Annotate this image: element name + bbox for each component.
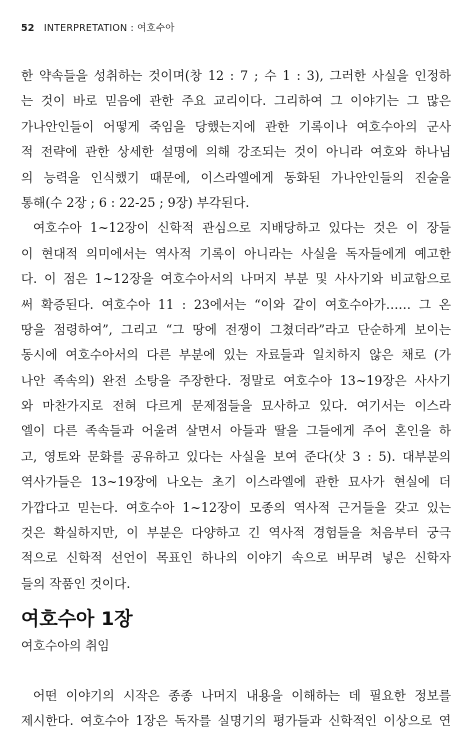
text-line: 고, 영토와 문화를 공유하고 있다는 사실을 보여 준다(삿 3 : 5). 대부분의: [21, 448, 451, 464]
text-line: 제시한다. 여호수아 1장은 독자를 실명기의 평가들과 신학적인 이상으로 연: [21, 713, 451, 729]
text-line: 와 마찬가지로 전혀 다르게 문제점들을 묘사하고 있다. 여기서는 이스라: [21, 398, 451, 414]
text-line: 것은 확실하지만, 이 부분은 다양하고 긴 역사적 경험들을 처음부터 궁극: [21, 525, 451, 541]
chapter-heading: 여호수아 1장: [21, 608, 133, 630]
main-text: [21, 63, 451, 596]
text-line: 나안 족속의) 완전 소탕을 주장한다. 정말로 여호수아 13~19장은 사사기: [21, 372, 451, 388]
text-line: 통해(수 2장 ; 6 : 22-25 ; 9장) 부각된다.: [21, 194, 250, 210]
text-line: 써 확증된다. 여호수아 11 : 23에서는 “이와 같이 여호수아가…… 그 온: [21, 296, 451, 312]
paragraph: [21, 215, 451, 596]
text-line: 한 약속들을 성취하는 것이며(창 12 : 7 ; 수 1 : 3), 그러한 사실을 인정하: [21, 68, 451, 83]
chapter-intro-text: [21, 683, 451, 734]
text-line: 동시에 여호수아서의 다른 부분에 있는 자료들과 일치하지 않은 채로 (가: [21, 347, 451, 363]
text-line: 의 능력을 인식했기 때문에, 이스라엘에게 동화된 가나안인들의 진술을: [21, 169, 451, 185]
text-line: 다. 이 점은 1~12장을 여호수아서의 나머지 부분 및 사사기와 비교함으로: [21, 271, 451, 287]
text-line: 어떤 이야기의 시작은 종종 나머지 내용을 이해하는 데 필요한 정보를: [33, 688, 451, 703]
text-line: 이 현대적 의미에서는 역사적 기록이 아니라는 사실을 독자들에게 예고한: [21, 245, 451, 261]
text-line: 는 것이 바로 믿음에 관한 주요 교리이다. 그리하여 그 이야기는 그 많은: [21, 93, 451, 109]
paragraph: [21, 63, 451, 215]
page-number: 52: [21, 23, 35, 34]
text-line: 역사가들은 13~19장에 나오는 초기 이스라엘에 관한 묘사가 현실에 더: [21, 474, 451, 490]
chapter-subheading: 여호수아의 취임: [21, 638, 110, 653]
text-line: 여호수아 1~12장이 신학적 관심으로 지배당하고 있다는 것은 이 장들: [33, 220, 451, 236]
text-line: 가나안인들이 어떻게 죽임을 당했는지에 관한 기록이나 여호수아의 군사: [21, 118, 451, 134]
text-line: 땅을 점령하여”, 그리고 “그 땅에 전쟁이 그쳤더라”라고 단순하게 보이는: [21, 321, 451, 337]
running-header: [21, 20, 175, 34]
text-line: 엘이 다른 족속들과 어울려 살면서 아들과 딸을 그들에게 주어 혼인을 하: [21, 423, 451, 439]
text-line: 적으로 신학적 선언이 목표인 하나의 이야기 속으로 버무려 넣은 신학자: [21, 550, 451, 566]
text-line: 적 전략에 관한 상세한 설명에 의해 강조되는 것이 아니라 여호와 하나님: [21, 144, 451, 160]
text-line: 가깝다고 믿는다. 여호수아 1~12장이 모종의 역사적 근거들을 갖고 있는: [21, 499, 451, 515]
running-title: INTERPRETATION : 여호수아: [43, 23, 175, 34]
text-line: 들의 작품인 것이다.: [21, 575, 131, 591]
